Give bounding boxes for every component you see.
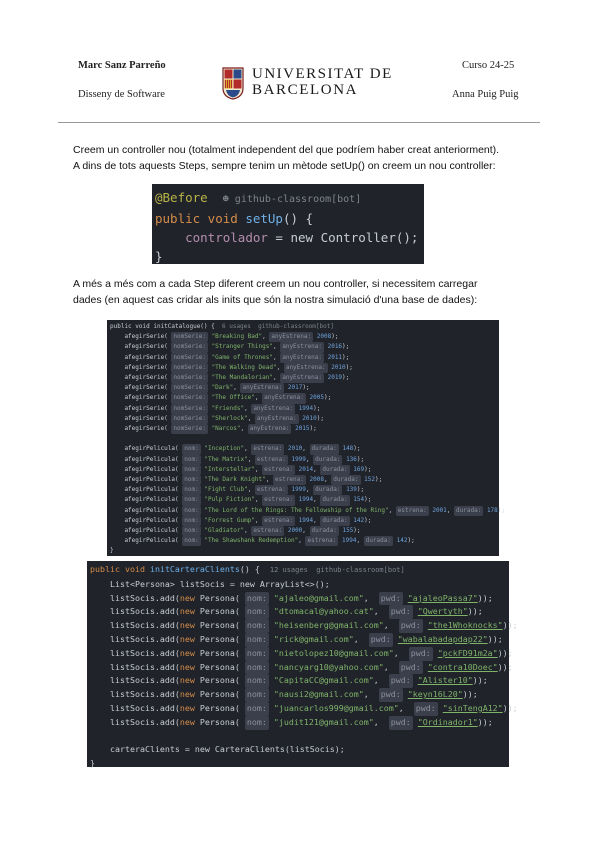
code-line: public void setUp() { — [155, 211, 314, 226]
series-year: 2008 — [316, 333, 332, 341]
param-hint: anyEstrena: — [262, 393, 306, 403]
param-hint: nom: — [182, 536, 200, 546]
series-title: "The Mandalorian" — [211, 374, 273, 382]
code-line: public void initCatalogue() { 6 usages github-classroom[bot] — [110, 323, 334, 330]
movie-title: "Pulp Fiction" — [204, 496, 255, 504]
movie-title: "The Shawshank Redemption" — [204, 537, 299, 545]
param-hint: nom: — [182, 495, 200, 505]
paragraph-data — [73, 276, 529, 308]
movie-duration: 142 — [353, 516, 365, 524]
param-hint: durada: — [313, 455, 342, 465]
series-year: 2017 — [287, 384, 303, 392]
param-hint: anyEstrena: — [280, 342, 324, 352]
movie-duration: 142 — [396, 537, 408, 545]
param-hint: nomSerie: — [171, 414, 208, 424]
param-hint: anyEstrena: — [251, 404, 295, 414]
series-title: "Sherlock" — [211, 414, 248, 422]
code-line: afegirPelicula( nom: "Pulp Fiction", estrena: 1994, durada: 154); — [110, 495, 496, 505]
param-hint: nom: — [245, 647, 269, 661]
param-hint: nom: — [245, 619, 269, 633]
code-line: controlador = new Controller(); — [185, 230, 419, 245]
movie-title: "The Lord of the Rings: The Fellowship of the Ring" — [204, 506, 389, 514]
code-clients-block: public void initCarteraClients() { 12 usages github-classroom[bot] List<Persona> listSocis = new ArrayList<>(); listSocis.add(new Persona( nom: "ajaleo@gmail.com", pwd: "ajaleoPassa7")); listSocis.add(new Persona( nom: "dtomacal@yahoo.cat", pwd: "Qwertyth")); listSocis.add(new Persona( nom: "heisenberg@gmail.com", pwd: "the1Whoknocks")); listSocis.add(new Persona( nom: "rick@gmail.com", pwd: "wabalabadapdap22")); listSocis.add(new Persona( nom: "nietolopez10@gmail.com", pwd: "pckFD91m2a")); listSocis.add(new Persona( nom: "nancyarg10@yahoo.com", pwd: "contra10Doec")); listSocis.add(new Persona( nom: "CapitaCC@gmail.com", pwd: "Alister10")); listSocis.add(new Persona( nom: "nausi2@gmail.com", pwd: "keyn16L20")); listSocis.add(new Persona( nom: "juancarlos999@gmail.com", pwd: "sinTengA12")); listSocis.add(new Persona( nom: "judit121@gmail.com", pwd: "Ordinador1")); carteraClients = new CarteraClients(listSocis); } — [87, 561, 509, 767]
movie-duration: 148 — [342, 445, 354, 453]
param-hint: nomSerie: — [171, 332, 208, 342]
param-hint: pwd: — [379, 592, 403, 606]
series-year: 2016 — [327, 343, 343, 351]
keyword: new — [179, 592, 195, 603]
movie-year: 2001 — [432, 506, 447, 514]
param-hint: pwd: — [409, 647, 433, 661]
code-setup-block — [152, 184, 424, 264]
code-line: } — [155, 249, 163, 264]
code-line: listSocis.add(new Persona( nom: "CapitaCC@gmail.com", pwd: "Alister10")); — [90, 674, 506, 688]
movie-year: 2008 — [309, 476, 324, 484]
movie-title: "The Dark Knight" — [204, 476, 266, 484]
series-year: 1994 — [298, 404, 314, 412]
code-line: afegirPelicula( nom: "Gladiator", estrena: 2000, durada: 155); — [110, 526, 496, 536]
soci-password: "keyn16L20" — [407, 689, 463, 700]
movie-duration: 139 — [346, 486, 357, 494]
param-hint: nomSerie: — [171, 373, 208, 383]
param-hint: estrena: — [251, 444, 284, 454]
param-hint: nom: — [245, 702, 269, 716]
param-hint: pwd: — [389, 674, 413, 688]
series-year: 2019 — [327, 374, 343, 382]
code-line: afegirSerie( nomSerie: "The Office", anyEstrena: 2005); — [110, 393, 496, 403]
paragraph-intro — [73, 142, 529, 174]
code-line: listSocis.add(new Persona( nom: "heisenberg@gmail.com", pwd: "the1Whoknocks")); — [90, 619, 506, 633]
code-line: @Before ☻ github-classroom[bot] — [155, 190, 362, 205]
movie-title: "Fight Club" — [204, 486, 248, 494]
movie-year: 1999 — [291, 455, 306, 463]
param-hint: nom: — [245, 661, 269, 675]
param-hint: pwd: — [414, 702, 438, 716]
soci-email: "juancarlos999@gmail.com" — [273, 702, 399, 713]
code-line: afegirPelicula( nom: "Fight Club", estrena: 1999, durada: 139); — [110, 485, 496, 495]
author-hint: ☻ github-classroom[bot] — [222, 194, 362, 205]
soci-password: "Alister10" — [417, 675, 473, 686]
movie-duration: 155 — [342, 527, 354, 535]
param-hint: anyEstrena: — [255, 414, 299, 424]
series-title: "Breaking Bad" — [211, 333, 263, 341]
keyword: new — [179, 633, 195, 644]
code-line: listSocis.add(new Persona( nom: "juancarlos999@gmail.com", pwd: "sinTengA12")); — [90, 702, 506, 716]
header-divider — [58, 122, 540, 123]
code-line: afegirPelicula( nom: "The Lord of the Rings: The Fellowship of the Ring", estrena: 2001, durada: 178); — [110, 506, 496, 516]
soci-email: "nietolopez10@gmail.com" — [273, 647, 394, 658]
param-hint: nom: — [182, 506, 200, 516]
param-hint: estrena: — [273, 475, 306, 485]
param-hint: nomSerie: — [171, 424, 208, 434]
param-hint: nom: — [245, 633, 269, 647]
paragraph-line: A més a més com a cada Step diferent creem un nou controller, si necessitem carregar — [73, 278, 478, 290]
code-line: afegirSerie( nomSerie: "Friends", anyEstrena: 1994); — [110, 404, 496, 414]
code-line: afegirSerie( nomSerie: "The Mandalorian", anyEstrena: 2019); — [110, 373, 496, 383]
param-hint: pwd: — [399, 661, 423, 675]
author-name: Marc Sanz Parreño — [78, 60, 166, 71]
movie-year: 2010 — [287, 445, 303, 453]
param-hint: estrena: — [251, 526, 284, 536]
movie-year: 1994 — [298, 496, 314, 504]
keyword: new — [179, 647, 195, 658]
param-hint: anyEstrena: — [280, 353, 324, 363]
code-line: afegirSerie( nomSerie: "Game of Thrones", anyEstrena: 2011); — [110, 353, 496, 363]
param-hint: anyEstrena: — [248, 424, 292, 434]
series-title: "Dark" — [211, 384, 234, 392]
soci-password: "the1Whoknocks" — [427, 620, 503, 631]
series-title: "The Walking Dead" — [211, 363, 277, 371]
series-year: 2015 — [295, 425, 310, 433]
soci-password: "ajaleoPassa7" — [407, 592, 478, 603]
keyword: new — [179, 675, 195, 686]
movie-title: "The Matrix" — [204, 455, 248, 463]
series-title: "Stranger Things" — [211, 343, 273, 351]
code-line: afegirSerie( nomSerie: "Narcos", anyEstrena: 2015); — [110, 424, 496, 434]
param-hint: pwd: — [389, 716, 413, 730]
soci-email: "nancyarg10@yahoo.com" — [273, 661, 384, 672]
code-line: listSocis.add(new Persona( nom: "judit121@gmail.com", pwd: "Ordinador1")); — [90, 716, 506, 730]
soci-email: "dtomacal@yahoo.cat" — [273, 606, 374, 617]
param-hint: durada: — [320, 465, 349, 475]
code-line: afegirSerie( nomSerie: "The Walking Dead", anyEstrena: 2010); — [110, 363, 496, 373]
param-hint: pwd: — [399, 619, 423, 633]
keyword: new — [179, 689, 195, 700]
paragraph-line: A dins de tots aquests Steps, sempre tenim un mètode setUp() on creem un nou controller: — [73, 160, 496, 172]
keyword: new — [179, 620, 195, 631]
param-hint: durada: — [310, 444, 339, 454]
param-hint: durada: — [320, 516, 349, 526]
movie-year: 2014 — [298, 465, 314, 473]
code-line: afegirSerie( nomSerie: "Sherlock", anyEstrena: 2010); — [110, 414, 496, 424]
movie-duration: 154 — [353, 496, 365, 504]
code-line: List<Persona> listSocis = new ArrayList<>(); — [109, 578, 330, 589]
series-title: "Friends" — [211, 404, 245, 412]
param-hint: anyEstrena: — [269, 332, 313, 342]
param-hint: nom: — [245, 592, 269, 606]
soci-email: "ajaleo@gmail.com" — [273, 592, 364, 603]
code-line: afegirPelicula( nom: "The Dark Knight", estrena: 2008, durada: 152); — [110, 475, 496, 485]
movie-duration: 169 — [353, 465, 365, 473]
param-hint: durada: — [313, 485, 342, 495]
param-hint: durada: — [310, 526, 339, 536]
code-line: afegirPelicula( nom: "Inception", estrena: 2010, durada: 148); — [110, 444, 496, 454]
keyword: new — [179, 702, 195, 713]
university-name-line1: UNIVERSITAT DE — [252, 66, 393, 82]
course-label: Curso 24-25 — [462, 60, 515, 71]
keyword: new — [179, 606, 195, 617]
subject-name: Disseny de Software — [78, 89, 165, 100]
param-hint: nomSerie: — [171, 383, 208, 393]
movie-title: "Gladiator" — [204, 527, 245, 535]
soci-email: "CapitaCC@gmail.com" — [273, 675, 374, 686]
code-line: listSocis.add(new Persona( nom: "nausi2@gmail.com", pwd: "keyn16L20")); — [90, 688, 506, 702]
soci-password: "pckFD91m2a" — [437, 647, 498, 658]
param-hint: nomSerie: — [171, 363, 208, 373]
param-hint: estrena: — [255, 455, 288, 465]
soci-email: "rick@gmail.com" — [273, 633, 354, 644]
param-hint: anyEstrena: — [284, 363, 328, 373]
keyword: new — [179, 716, 195, 727]
soci-password: "sinTengA12" — [442, 702, 503, 713]
paragraph-line: dades (en aquest cas cridar als inits que són la nostra simulació d'una base de dades): — [73, 294, 478, 306]
series-year: 2010 — [302, 414, 317, 422]
param-hint: pwd: — [379, 688, 403, 702]
param-hint: anyEstrena: — [280, 373, 324, 383]
soci-password: "Ordinador1" — [417, 716, 478, 727]
param-hint: estrena: — [305, 536, 338, 546]
code-line: listSocis.add(new Persona( nom: "dtomacal@yahoo.cat", pwd: "Qwertyth")); — [90, 605, 506, 619]
param-hint: durada: — [454, 506, 483, 516]
soci-password: "Qwertyth" — [417, 606, 468, 617]
soci-email: "nausi2@gmail.com" — [273, 689, 364, 700]
keyword: new — [179, 661, 195, 672]
code-line: afegirSerie( nomSerie: "Dark", anyEstrena: 2017); — [110, 383, 496, 393]
movie-year: 1999 — [291, 486, 306, 494]
param-hint: pwd: — [369, 633, 393, 647]
code-line: listSocis.add(new Persona( nom: "rick@gmail.com", pwd: "wabalabadapdap22")); — [90, 633, 506, 647]
param-hint: nom: — [245, 674, 269, 688]
soci-email: "judit121@gmail.com" — [273, 716, 374, 727]
param-hint: nom: — [245, 605, 269, 619]
param-hint: nomSerie: — [171, 353, 208, 363]
series-title: "Game of Thrones" — [211, 353, 273, 361]
university-logo — [222, 66, 393, 102]
code-line: carteraClients = new CarteraClients(listSocis); — [109, 744, 345, 755]
code-line: afegirPelicula( nom: "Forrest Gump", estrena: 1994, durada: 142); — [110, 516, 496, 526]
movie-title: "Inception" — [204, 445, 245, 453]
movie-title: "Forrest Gump" — [204, 516, 255, 524]
code-line: afegirPelicula( nom: "The Matrix", estrena: 1999, durada: 136); — [110, 455, 496, 465]
param-hint: anyEstrena: — [240, 383, 284, 393]
param-hint: durada: — [320, 495, 349, 505]
code-line: public void initCarteraClients() { 12 usages github-classroom[bot] — [90, 564, 405, 574]
param-hint: nom: — [182, 485, 200, 495]
param-hint: nomSerie: — [171, 404, 208, 414]
code-line: listSocis.add(new Persona( nom: "nietolopez10@gmail.com", pwd: "pckFD91m2a")); — [90, 647, 506, 661]
teacher-name: Anna Puig Puig — [452, 89, 519, 100]
series-title: "The Office" — [211, 394, 255, 402]
param-hint: durada: — [364, 536, 393, 546]
soci-email: "heisenberg@gmail.com" — [273, 620, 384, 631]
param-hint: estrena: — [255, 485, 288, 495]
soci-password: "contra10Doec" — [427, 661, 498, 672]
movie-duration: 152 — [364, 476, 375, 484]
series-year: 2011 — [327, 353, 343, 361]
param-hint: nom: — [182, 526, 200, 536]
param-hint: estrena: — [396, 506, 429, 516]
param-hint: nomSerie: — [171, 342, 208, 352]
movie-year: 1994 — [342, 537, 357, 545]
param-hint: nom: — [182, 516, 200, 526]
university-name-line2: BARCELONA — [252, 82, 359, 98]
param-hint: nom: — [182, 444, 200, 454]
param-hint: nom: — [245, 716, 269, 730]
param-hint: pwd: — [389, 605, 413, 619]
param-hint: nom: — [245, 688, 269, 702]
series-year: 2010 — [331, 363, 346, 371]
param-hint: estrena: — [262, 516, 295, 526]
paragraph-line: Creem un controller nou (totalment independent del que podríem haber creat anteriorment). — [73, 144, 500, 156]
movie-duration: 178 — [486, 506, 498, 514]
code-line: afegirPelicula( nom: "The Shawshank Redemption", estrena: 1994, durada: 142); — [110, 536, 496, 546]
param-hint: estrena: — [262, 465, 295, 475]
code-line: afegirPelicula( nom: "Interstellar", estrena: 2014, durada: 169); — [110, 465, 496, 475]
code-catalogue-block: public void initCatalogue() { 6 usages github-classroom[bot] afegirSerie( nomSerie: "Breaking Bad", anyEstrena: 2008); afegirSerie( nomSerie: "Stranger Things", anyEstrena: 2016); afegirSerie( nomSerie: "Game of Thrones", anyEstrena: 2011); afegirSerie( nomSerie: "The Walking Dead", anyEstrena: 2010); afegirSerie( nomSerie: "The Mandalorian", anyEstrena: 2019); afegirSerie( nomSerie: "Dark", anyEstrena: 2017); afegirSerie( nomSerie: "The Office", anyEstrena: 2005); afegirSerie( nomSerie: "Friends", anyEstrena: 1994); afegirSerie( nomSerie: "Sherlock", anyEstrena: 2010); afegirSerie( nomSerie: "Narcos", anyEstrena: 2015); afegirPelicula( nom: "Inception", estrena: 2010, durada: 148); afegirPelicula( nom: "The Matrix", estrena: 1999, durada: 136); afegirPelicula( nom: "Interstellar", estrena: 2014, durada: 169); afegirPelicula( nom: "The Dark Knight", estrena: 2008, durada: 152); afegirPelicula( nom: "Fight Club", estrena: 1999, durada: 139); afegirPelicula( nom: "Pulp Fiction", estrena: 1994, durada: 154); afegirPelicula( nom: "The Lord of the Rings: The Fellowship of the Ring", estrena: 2001, durada: 178); afegirPelicula( nom: "Forrest Gump", estrena: 1994, durada: 142); afegirPelicula( nom: "Gladiator", estrena: 2000, durada: 155); afegirPelicula( nom: "The Shawshank Redemption", estrena: 1994, durada: 142); } — [107, 320, 499, 556]
code-line: afegirSerie( nomSerie: "Breaking Bad", anyEstrena: 2008); — [110, 332, 496, 342]
code-line: listSocis.add(new Persona( nom: "ajaleo@gmail.com", pwd: "ajaleoPassa7")); — [90, 592, 506, 606]
param-hint: nom: — [182, 465, 200, 475]
param-hint: nom: — [182, 475, 200, 485]
code-line: afegirSerie( nomSerie: "Stranger Things", anyEstrena: 2016); — [110, 342, 496, 352]
param-hint: nomSerie: — [171, 393, 208, 403]
param-hint: estrena: — [262, 495, 295, 505]
param-hint: nom: — [182, 455, 200, 465]
movie-duration: 136 — [346, 455, 357, 463]
param-hint: durada: — [331, 475, 360, 485]
movie-title: "Interstellar" — [204, 465, 255, 473]
movie-year: 2000 — [287, 527, 303, 535]
university-shield-icon — [222, 66, 244, 100]
movie-year: 1994 — [298, 516, 314, 524]
code-line: listSocis.add(new Persona( nom: "nancyarg10@yahoo.com", pwd: "contra10Doec")); — [90, 661, 506, 675]
series-title: "Narcos" — [211, 425, 241, 433]
soci-password: "wabalabadapdap22" — [397, 633, 488, 644]
series-year: 2005 — [309, 394, 324, 402]
